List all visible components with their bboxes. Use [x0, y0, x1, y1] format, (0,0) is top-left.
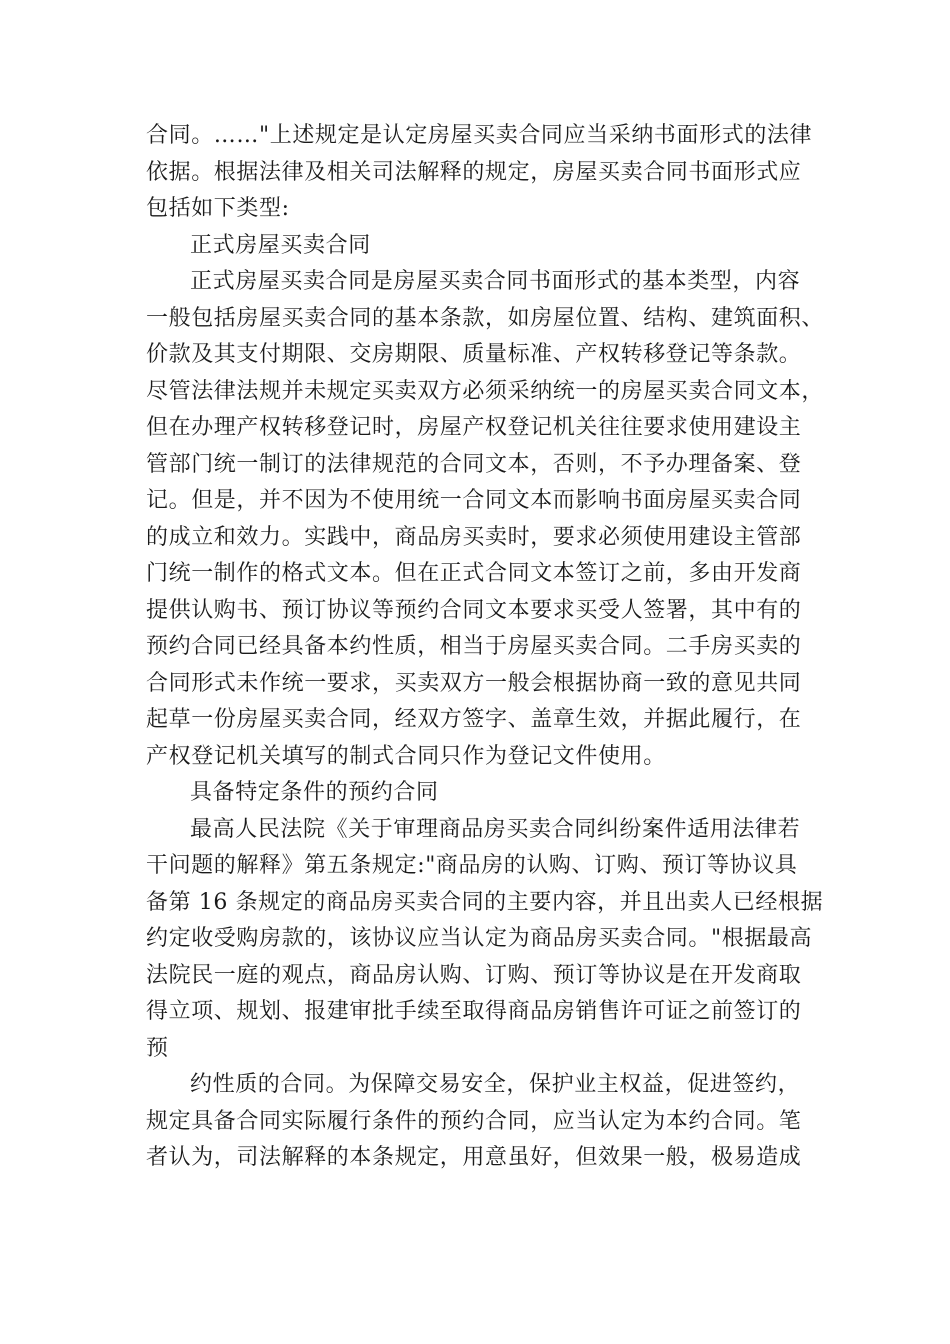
- text-line: 的成立和效力。实践中，商品房买卖时，要求必须使用建设主管部: [146, 524, 802, 550]
- text-line: 预: [146, 1035, 169, 1061]
- text-line: 最高人民法院《关于审理商品房买卖合同纠纷案件适用法律若: [190, 816, 801, 842]
- text-line: 但在办理产权转移登记时，房屋产权登记机关往往要求使用建设主: [146, 415, 802, 440]
- text-line: 得立项、规划、报建审批手续至取得商品房销售许可证之前签订的: [146, 999, 802, 1024]
- text-line: 价款及其支付期限、交房期限、质量标准、产权转移登记等条款。: [146, 342, 802, 367]
- text-line: 规定具备合同实际履行条件的预约合同，应当认定为本约合同。笔: [146, 1108, 802, 1134]
- text-line: 记。但是，并不因为不使用统一合同文本而影响书面房屋买卖合同: [146, 488, 802, 513]
- text-line: 正式房屋买卖合同: [190, 232, 371, 258]
- text-line: 一般包括房屋买卖合同的基本条款，如房屋位置、结构、建筑面积、: [146, 305, 825, 331]
- text-line: 约定收受购房款的，该协议应当认定为商品房买卖合同。"根据最高: [146, 926, 813, 951]
- text-line: 管部门统一制订的法律规范的合同文本，否则，不予办理备案、登: [146, 451, 802, 477]
- text-line: 门统一制作的格式文本。但在正式合同文本签订之前，多由开发商: [146, 561, 802, 586]
- text-line: 法院民一庭的观点，商品房认购、订购、预订等协议是在开发商取: [146, 962, 802, 988]
- text-line: 产权登记机关填写的制式合同只作为登记文件使用。: [146, 743, 666, 769]
- text-line: 包括如下类型:: [146, 196, 290, 221]
- text-line: 具备特定条件的预约合同: [190, 780, 439, 805]
- text-line: 预约合同已经具备本约性质，相当于房屋买卖合同。二手房买卖的: [146, 634, 802, 659]
- document-body: [146, 118, 825, 1177]
- text-line: 起草一份房屋买卖合同，经双方签字、盖章生效，并据此履行，在: [146, 707, 802, 732]
- text-line: 依据。根据法律及相关司法解释的规定，房屋买卖合同书面形式应: [146, 159, 802, 185]
- text-line: 合同。……"上述规定是认定房屋买卖合同应当采纳书面形式的法律: [146, 123, 813, 148]
- text-line: 干问题的解释》第五条规定:"商品房的认购、订购、预订等协议具: [146, 853, 798, 878]
- text-line: 约性质的合同。为保障交易安全，保护业主权益，促进签约，: [190, 1072, 801, 1097]
- text-line: 备第 16 条规定的商品房买卖合同的主要内容，并且出卖人已经根据: [146, 889, 824, 915]
- text-line: 尽管法律法规并未规定买卖双方必须采纳统一的房屋买卖合同文本，: [146, 378, 825, 404]
- text-line: 提供认购书、预订协议等预约合同文本要求买受人签署，其中有的: [146, 597, 802, 623]
- text-line: 合同形式未作统一要求，买卖双方一般会根据协商一致的意见共同: [146, 670, 802, 696]
- text-line: 正式房屋买卖合同是房屋买卖合同书面形式的基本类型，内容: [190, 269, 801, 294]
- text-line: 者认为，司法解释的本条规定，用意虽好，但效果一般，极易造成: [146, 1145, 802, 1170]
